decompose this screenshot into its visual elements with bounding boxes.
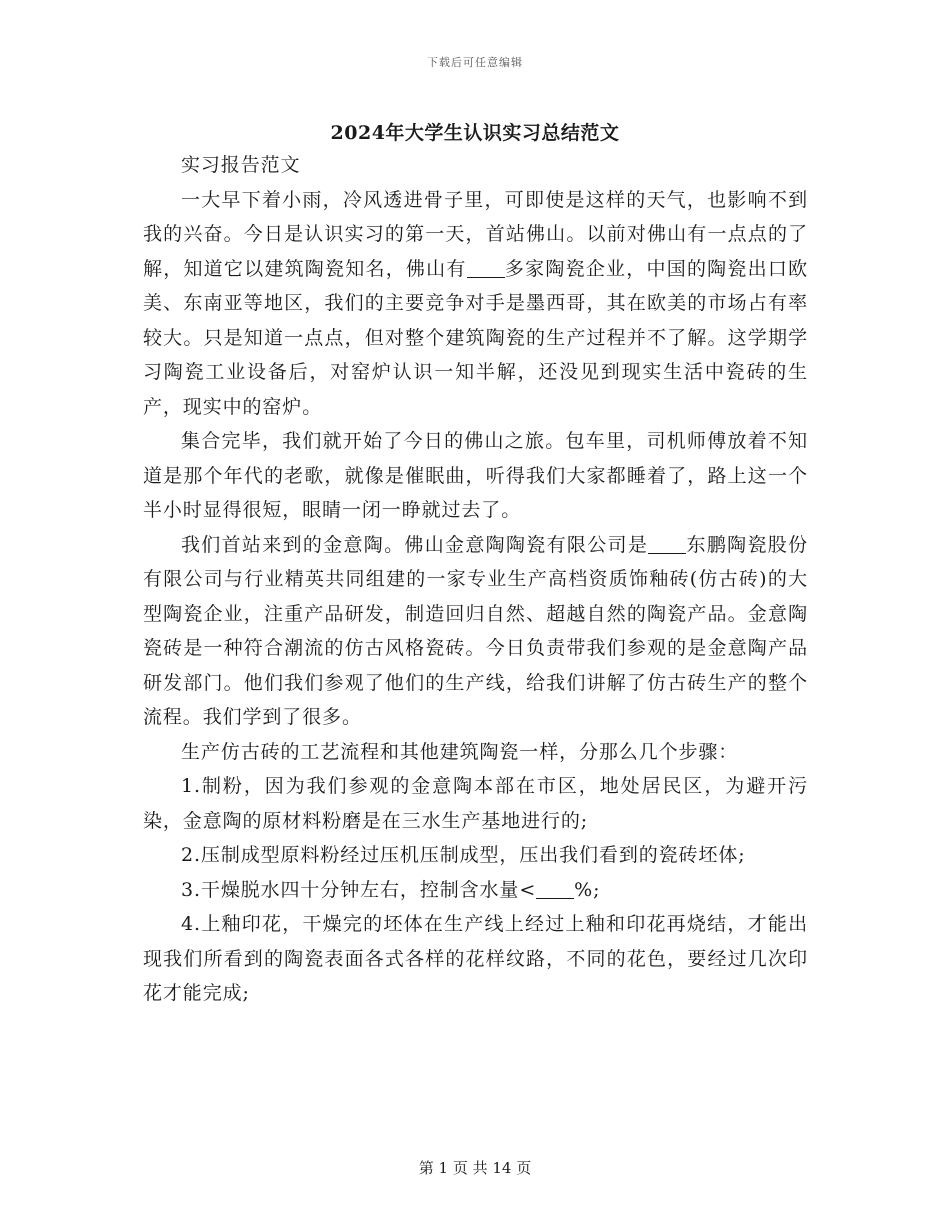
paragraph-text: 一大早下着小雨，冷风透进骨子里，可即使是这样的天气，也影响不到我的兴奋。今日是认识实习的第一天，首站佛山。以前对佛山有一点点的了解，知道它以建筑陶瓷知名，佛山有 (143, 188, 808, 280)
list-item: 2.压制成型原料粉经过压机压制成型，压出我们看到的瓷砖坯体; (181, 844, 746, 866)
page-number: 第 1 页 共 14 页 (418, 1159, 532, 1177)
paragraph-text: 东鹏陶瓷股份有限公司与行业精英共同组建的一家专业生产高档资质饰釉砖(仿古砖)的大型陶瓷企业，注重产品研发，制造回归自然、超越自然的陶瓷产品。金意陶瓷砖是一种符合潮流的仿古风格瓷砖。今日负责带我们参观的是金意陶产品研发部门。他们我们参观了他们的生产线，给我们讲解了仿古砖生产的整个流程。我们学到了很多。 (143, 533, 809, 728)
blank-line (536, 879, 574, 899)
list-item: 4.上釉印花，干燥完的坯体在生产线上经过上釉和印花再烧结，才能出现我们所看到的陶瓷表面各式各样的花样纹路，不同的花色，要经过几次印花才能完成; (143, 913, 808, 1004)
list-item: 1.制粉，因为我们参观的金意陶本部在市区，地处居民区，为避开污染，金意陶的原材料粉磨是在三水生产基地进行的; (143, 775, 808, 832)
paragraph (143, 528, 808, 735)
paragraph-text: %; (574, 878, 601, 901)
paragraph (143, 183, 808, 425)
paragraph-text: 我们首站来到的金意陶。佛山金意陶陶瓷有限公司是 (181, 533, 649, 556)
header-note: 下载后可任意编辑 (427, 56, 523, 69)
list-item (143, 873, 808, 908)
blank-line (648, 534, 686, 554)
paragraph: 集合完毕，我们就开始了今日的佛山之旅。包车里，司机师傅放着不知道是那个年代的老歌，就像是催眠曲，听得我们大家都睡着了，路上这一个半小时显得很短，眼睛一闭一睁就过去了。 (143, 430, 808, 521)
paragraph-text: 多家陶瓷企业，中国的陶瓷出口欧美、东南亚等地区，我们的主要竞争对手是墨西哥，其在欧美的市场占有率较大。只是知道一点点，但对整个建筑陶瓷的生产过程并不了解。这学期学习陶瓷工业设备后，对窑炉认识一知半解，还没见到现实生活中瓷砖的生产，现实中的窑炉。 (143, 257, 808, 418)
subtitle: 实习报告范文 (181, 154, 301, 176)
blank-line (467, 258, 505, 278)
paragraph-text: 3.干燥脱水四十分钟左右，控制含水量< (181, 878, 537, 901)
document-body (143, 148, 808, 1011)
paragraph: 生产仿古砖的工艺流程和其他建筑陶瓷一样，分那么几个步骤： (181, 740, 739, 763)
document-title: 2024年大学生认识实习总结范文 (330, 122, 620, 144)
